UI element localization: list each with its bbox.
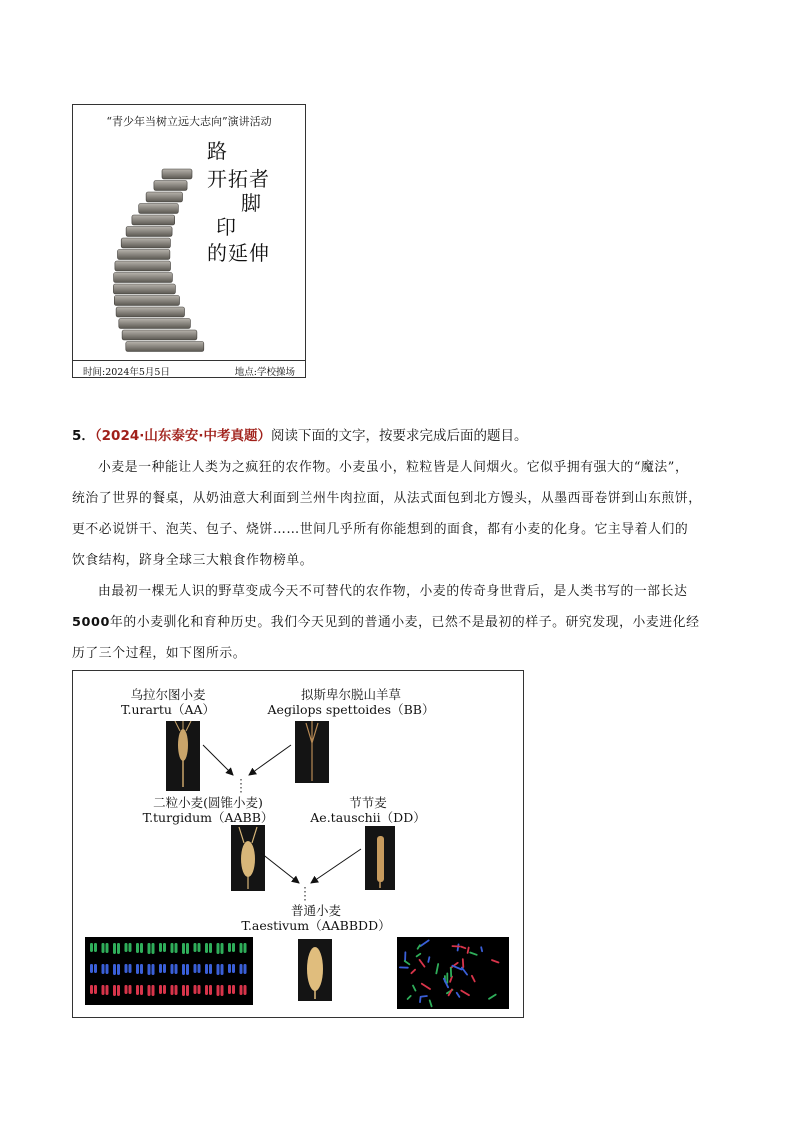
stair-step — [154, 181, 187, 191]
poster-title-char: 脚 — [241, 191, 261, 215]
evolution-arrows — [73, 671, 523, 1017]
poster-title-char: 路 — [207, 139, 227, 163]
event-poster — [72, 104, 306, 378]
arrow — [261, 853, 299, 883]
poster-title-char: 拓 — [228, 167, 248, 191]
turgidum-label: 二粒小麦(圆锥小麦) T.turgidum（AABB） — [142, 795, 274, 825]
stair-step — [126, 227, 172, 237]
wheat-evolution-diagram — [72, 670, 524, 1018]
stair-step — [122, 330, 197, 340]
poster-header: “青少年当树立远大志向”演讲活动 — [106, 115, 272, 128]
stair-step — [118, 250, 170, 260]
passage-line: 更不必说饼干、泡芙、包子、烧饼……世间几乎所有你能想到的面食，都有小麦的化身。它主导着人们的 — [72, 522, 689, 537]
stair-step — [146, 192, 182, 202]
stair-step — [139, 204, 179, 214]
passage-paragraph-2 — [72, 576, 730, 669]
urartu-label: 乌拉尔图小麦 T.urartu（AA） — [120, 687, 216, 717]
poster-title-char: 者 — [249, 167, 269, 191]
year-count: 5000 — [72, 615, 111, 630]
poster-title-char: 的 — [207, 241, 227, 265]
passage-line: 由最初一棵无人识的野草变成今天不可替代的农作物，小麦的传奇身世背后，是人类书写的一部长达 — [98, 584, 688, 599]
poster-title-char: 开 — [207, 167, 227, 191]
arrow — [311, 849, 361, 883]
poster-title-char: 延 — [228, 241, 248, 265]
question-source: （2024·山东泰安·中考真题） — [94, 428, 271, 444]
passage-line: 饮食结构，跻身全球三大粮食作物榜单。 — [72, 553, 314, 568]
aegilops-label: 拟斯卑尔脱山羊草 Aegilops spettoides（BB） — [267, 687, 435, 717]
aestivum-label: 普通小麦 T.aestivum（AABBDD） — [241, 903, 391, 933]
arrow — [203, 745, 233, 775]
stair-step — [126, 342, 204, 352]
stair-step — [119, 319, 191, 329]
poster-time: 时间:2024年5月5日 — [83, 367, 170, 378]
passage-line: 历了三个过程，如下图所示。 — [72, 646, 247, 661]
poster-footer — [73, 360, 305, 379]
passage-line: 小麦是一种能让人类为之疯狂的农作物。小麦虽小，粒粒皆是人间烟火。它似乎拥有强大的“魔法”， — [98, 460, 689, 475]
stair-step — [132, 215, 175, 225]
stair-step — [113, 284, 175, 294]
stair-step — [116, 307, 184, 317]
poster-title-char: 伸 — [249, 241, 269, 265]
tauschii-label: 节节麦 Ae.tauschii（DD） — [310, 795, 426, 825]
question-prompt: 阅读下面的文字，按要求完成后面的题目。 — [271, 428, 528, 444]
passage-line: 统治了世界的餐桌，从奶油意大利面到兰州牛肉拉面，从法式面包到北方馒头，从墨西哥卷饼到山东煎饼， — [72, 491, 702, 506]
passage-line: 5000年的小麦驯化和育种历史。我们今天见到的普通小麦，已然不是最初的样子。研究发现，小麦进化经 — [72, 615, 700, 630]
question-number: 5． — [72, 428, 95, 444]
poster-title-char: 印 — [216, 215, 236, 239]
stair-step — [162, 169, 192, 179]
stair-step — [115, 261, 171, 271]
poster-place: 地点:学校操场 — [234, 367, 295, 378]
stair-step — [114, 273, 173, 283]
question-heading — [72, 424, 528, 444]
arrow — [249, 745, 291, 775]
passage-paragraph-1 — [72, 452, 730, 576]
stair-step — [121, 238, 170, 248]
stair-step — [114, 296, 179, 306]
stone-staircase-illustration — [99, 165, 209, 357]
